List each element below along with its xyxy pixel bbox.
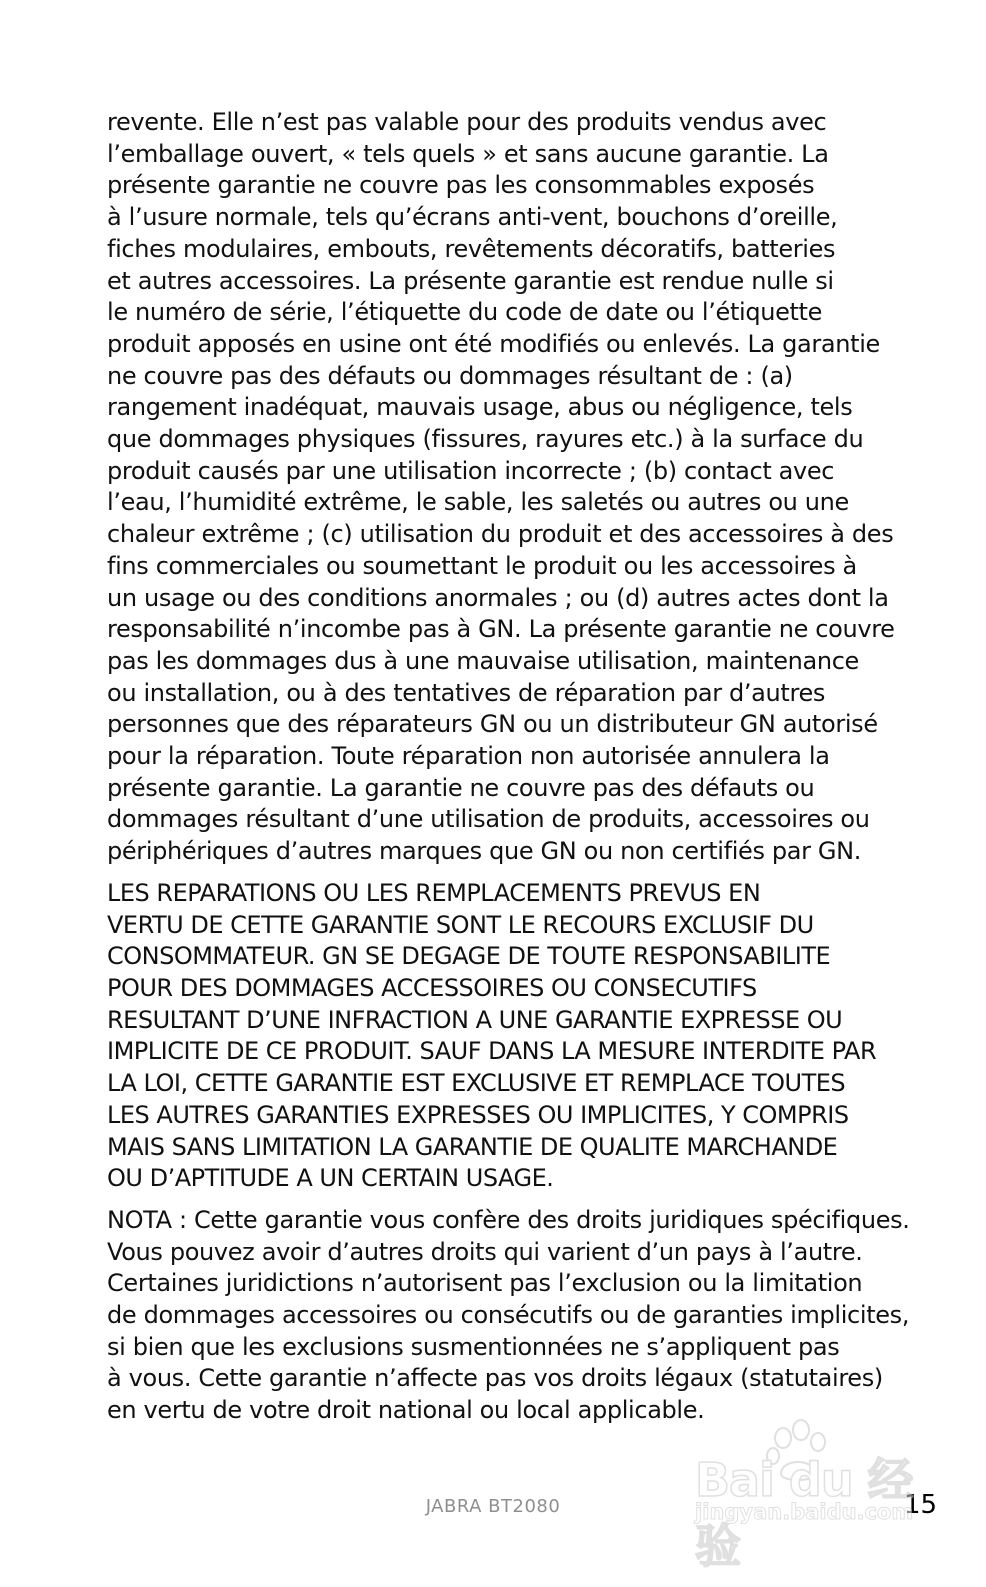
text-line: si bien que les exclusions susmentionnées ne s’appliquent pas — [107, 1332, 840, 1361]
page-number: 15 — [904, 1490, 938, 1520]
text-line: et autres accessoires. La présente garantie est rendue nulle si — [107, 266, 834, 295]
text-line: en vertu de votre droit national ou local applicable. — [107, 1396, 705, 1425]
text-line: chaleur extrême ; (c) utilisation du produit et des accessoires à des — [107, 520, 894, 549]
text-line: CONSOMMATEUR. GN SE DEGAGE DE TOUTE RESPONSABILITE — [107, 942, 831, 971]
watermark-url: jingyan.baidu.com — [695, 1500, 914, 1524]
text-line: à vous. Cette garantie n’affecte pas vos droits légaux (statutaires) — [107, 1364, 883, 1393]
text-line: Vous pouvez avoir d’autres droits qui varient d’un pays à l’autre. — [107, 1237, 863, 1266]
text-line: présente garantie. La garantie ne couvre pas des défauts ou — [107, 773, 815, 802]
text-line: NOTA : Cette garantie vous confère des droits juridiques spécifiques. — [107, 1205, 910, 1234]
text-line: LES AUTRES GARANTIES EXPRESSES OU IMPLICITES, Y COMPRIS — [107, 1100, 849, 1129]
text-line: l’eau, l’humidité extrême, le sable, les saletés ou autres ou une — [107, 488, 849, 517]
warranty-paragraph-3 — [107, 1205, 910, 1427]
text-line: le numéro de série, l’étiquette du code de date ou l’étiquette — [107, 298, 823, 327]
watermark-main-text: Bai du 经验 — [695, 1453, 913, 1573]
text-line: présente garantie ne couvre pas les consommables exposés — [107, 171, 815, 200]
baidu-watermark — [695, 1418, 925, 1573]
text-line: POUR DES DOMMAGES ACCESSOIRES OU CONSECUTIFS — [107, 973, 757, 1002]
text-line: l’emballage ouvert, « tels quels » et sans aucune garantie. La — [107, 139, 829, 168]
footer-product-name: JABRA BT2080 — [425, 1496, 561, 1517]
text-line: fiches modulaires, embouts, revêtements décoratifs, batteries — [107, 234, 836, 263]
text-line: Certaines juridictions n’autorisent pas l’exclusion ou la limitation — [107, 1269, 863, 1298]
text-line: RESULTANT D’UNE INFRACTION A UNE GARANTIE EXPRESSE OU — [107, 1005, 843, 1034]
text-line: produit causés par une utilisation incorrecte ; (b) contact avec — [107, 456, 835, 485]
text-line: que dommages physiques (fissures, rayures etc.) à la surface du — [107, 425, 864, 454]
text-line: à l’usure normale, tels qu’écrans anti-vent, bouchons d’oreille, — [107, 203, 838, 232]
text-line: ou installation, ou à des tentatives de réparation par d’autres — [107, 678, 826, 707]
text-line: LA LOI, CETTE GARANTIE EST EXCLUSIVE ET REMPLACE TOUTES — [107, 1069, 846, 1098]
warranty-paragraph-2 — [107, 878, 887, 1195]
text-line: produit apposés en usine ont été modifiés ou enlevés. La garantie — [107, 329, 880, 358]
text-line: périphériques d’autres marques que GN ou non certifiés par GN. — [107, 837, 862, 866]
text-line: responsabilité n’incombe pas à GN. La présente garantie ne couvre — [107, 615, 895, 644]
text-line: de dommages accessoires ou consécutifs ou de garanties implicites, — [107, 1301, 910, 1330]
text-line: dommages résultant d’une utilisation de produits, accessoires ou — [107, 805, 870, 834]
text-line: fins commerciales ou soumettant le produit ou les accessoires à — [107, 551, 857, 580]
text-line: MAIS SANS LIMITATION LA GARANTIE DE QUALITE MARCHANDE — [107, 1132, 838, 1161]
document-body — [107, 107, 910, 1427]
text-line: OU D’APTITUDE A UN CERTAIN USAGE. — [107, 1164, 554, 1193]
text-line: IMPLICITE DE CE PRODUIT. SAUF DANS LA MESURE INTERDITE PAR — [107, 1037, 877, 1066]
warranty-paragraph-1 — [107, 107, 895, 868]
text-line: revente. Elle n’est pas valable pour des produits vendus avec — [107, 108, 827, 136]
text-line: personnes que des réparateurs GN ou un distributeur GN autorisé — [107, 710, 878, 739]
text-line: ne couvre pas des défauts ou dommages résultant de : (a) — [107, 361, 793, 390]
text-line: LES REPARATIONS OU LES REMPLACEMENTS PREVUS EN — [107, 878, 761, 907]
text-line: pour la réparation. Toute réparation non autorisée annulera la — [107, 742, 830, 771]
text-line: pas les dommages dus à une mauvaise utilisation, maintenance — [107, 646, 859, 675]
text-line: un usage ou des conditions anormales ; ou (d) autres actes dont la — [107, 583, 889, 612]
text-line: VERTU DE CETTE GARANTIE SONT LE RECOURS EXCLUSIF DU — [107, 910, 814, 939]
text-line: rangement inadéquat, mauvais usage, abus ou négligence, tels — [107, 393, 853, 422]
